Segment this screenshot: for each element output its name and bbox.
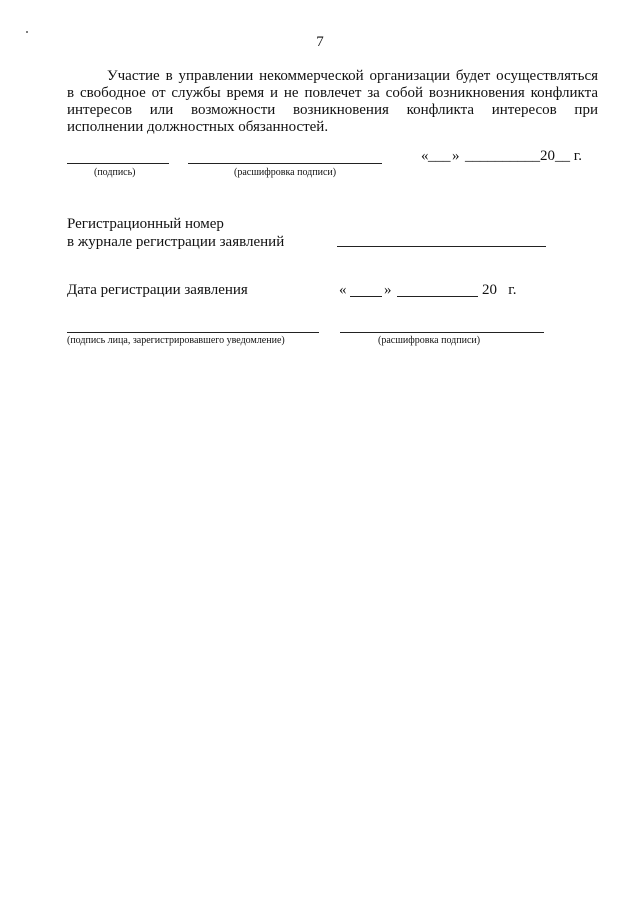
page-number: 7 (316, 34, 324, 50)
date-month-blank: __________ (465, 148, 540, 164)
date-open-quote: « (421, 148, 429, 164)
date-day-blank: ___ (428, 148, 451, 164)
registration-date-label: Дата регистрации заявления (67, 282, 248, 298)
registration-number-label-2: в журнале регистрации заявлений (67, 234, 285, 250)
registrar-signature-line (67, 332, 319, 333)
signature-decoding-line (188, 163, 382, 164)
registration-date-year: 20 г. (482, 282, 517, 298)
caption-registrar-signature: (подпись лица, зарегистрировавшего уведомление) (67, 335, 285, 346)
paragraph-line-4: исполнении должностных обязанностей. (67, 119, 329, 135)
date-year: 20__ г. (540, 148, 582, 164)
registration-number-label-1: Регистрационный номер (67, 216, 224, 232)
caption-registrar-decoding: (расшифровка подписи) (378, 335, 481, 346)
registrar-decoding-line (340, 332, 544, 333)
registration-number-line (337, 246, 546, 247)
paragraph-line-2: в свободное от службы время и не повлечет за собой возникновения конфликта (67, 85, 598, 101)
scan-speck (26, 31, 28, 33)
signature-line (67, 163, 169, 164)
registration-date-open-quote: « (339, 282, 347, 298)
caption-signature-decoding: (расшифровка подписи) (234, 167, 337, 178)
registration-date-day-line (350, 296, 382, 297)
date-close-quote: » (452, 148, 460, 164)
paragraph-line-3: интересов или возможности возникновения конфликта интересов при (67, 102, 598, 118)
body-paragraph (67, 68, 598, 136)
paragraph-line-1: Участие в управлении некоммерческой организации будет осуществляться (107, 68, 598, 84)
caption-signature: (подпись) (94, 167, 136, 178)
registration-date-close-quote: » (384, 282, 392, 298)
registration-date-month-line (397, 296, 478, 297)
